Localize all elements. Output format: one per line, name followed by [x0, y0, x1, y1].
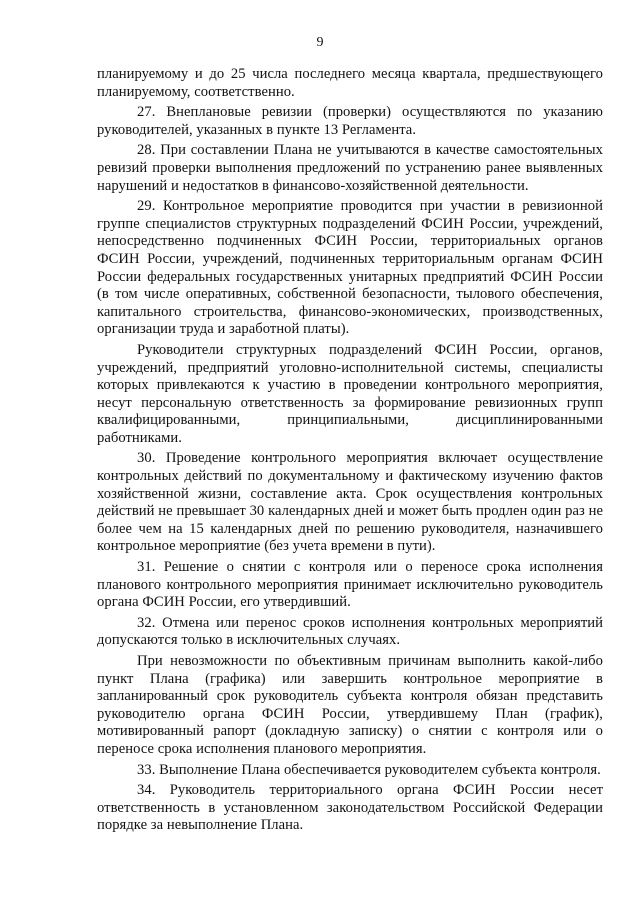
paragraph-32: 32. Отмена или перенос сроков исполнения контрольных мероприятий допускаются только в исключительных случаях.: [97, 614, 603, 649]
document-body: [97, 66, 603, 838]
paragraph-28: 28. При составлении Плана не учитываются в качестве самостоятельных ревизий проверки выполнения предложений по устранению ранее выявленных нарушений и недостатков в финансово-хозяйственной деятельности.: [97, 142, 603, 194]
paragraph-32-impossibility: При невозможности по объективным причинам выполнить какой-либо пункт Плана (графика) или завершить контрольное мероприятие в запланированный срок руководитель субъекта контроля обязан представить руководителю органа ФСИН России, утвердившему План (график), мотивированный рапорт (докладную записку) о снятии с контроля или о переносе срока исполнения планового мероприятия.: [97, 653, 603, 757]
paragraph-29: 29. Контрольное мероприятие проводится при участии в ревизионной группе специалистов структурных подразделений ФСИН России, учреждений, непосредственно подчиненных ФСИН России, территориальных органов ФСИН России, учреждений, подчиненных территориальным органам ФСИН России федеральных государственных унитарных предприятий ФСИН России (в том числе оперативных, собственной безопасности, тылового обеспечения, капитального строительства, финансово-экономических, производственных, организации труда и заработной платы).: [97, 198, 603, 338]
paragraph-29-managers: Руководители структурных подразделений ФСИН России, органов, учреждений, предприятий уголовно-исполнительной системы, специалисты которых привлекаются к участию в проведении контрольного мероприятия, несут персональную ответственность за формирование ревизионных групп квалифицированными, принципиальными, дисциплинированными работниками.: [97, 341, 603, 446]
paragraph-27: 27. Внеплановые ревизии (проверки) осуществляются по указанию руководителей, указанных в пункте 13 Регламента.: [97, 104, 603, 138]
paragraph-33: 33. Выполнение Плана обеспечивается руководителем субъекта контроля.: [137, 761, 601, 778]
paragraph-31: 31. Решение о снятии с контроля или о переносе срока исполнения планового контрольного мероприятия принимает исключительно руководитель органа ФСИН России, его утвердивший.: [97, 559, 603, 611]
page-number: 9: [316, 35, 324, 50]
paragraph-30: 30. Проведение контрольного мероприятия включает осуществление контрольных действий по документальному и фактическому изучению фактов хозяйственной жизни, составление акта. Срок осуществления контрольных действий не превышает 30 календарных дней и может быть продлен один раз не более чем на 15 календарных дней по решению руководителя, назначившего контрольное мероприятие (без учета времени в пути).: [97, 450, 603, 555]
paragraph-34: 34. Руководитель территориального органа ФСИН России несет ответственность в установленном законодательством Российской Федерации порядке за невыполнение Плана.: [97, 782, 603, 834]
paragraph-continuation: планируемому и до 25 числа последнего месяца квартала, предшествующего планируемому, соответственно.: [97, 66, 603, 100]
